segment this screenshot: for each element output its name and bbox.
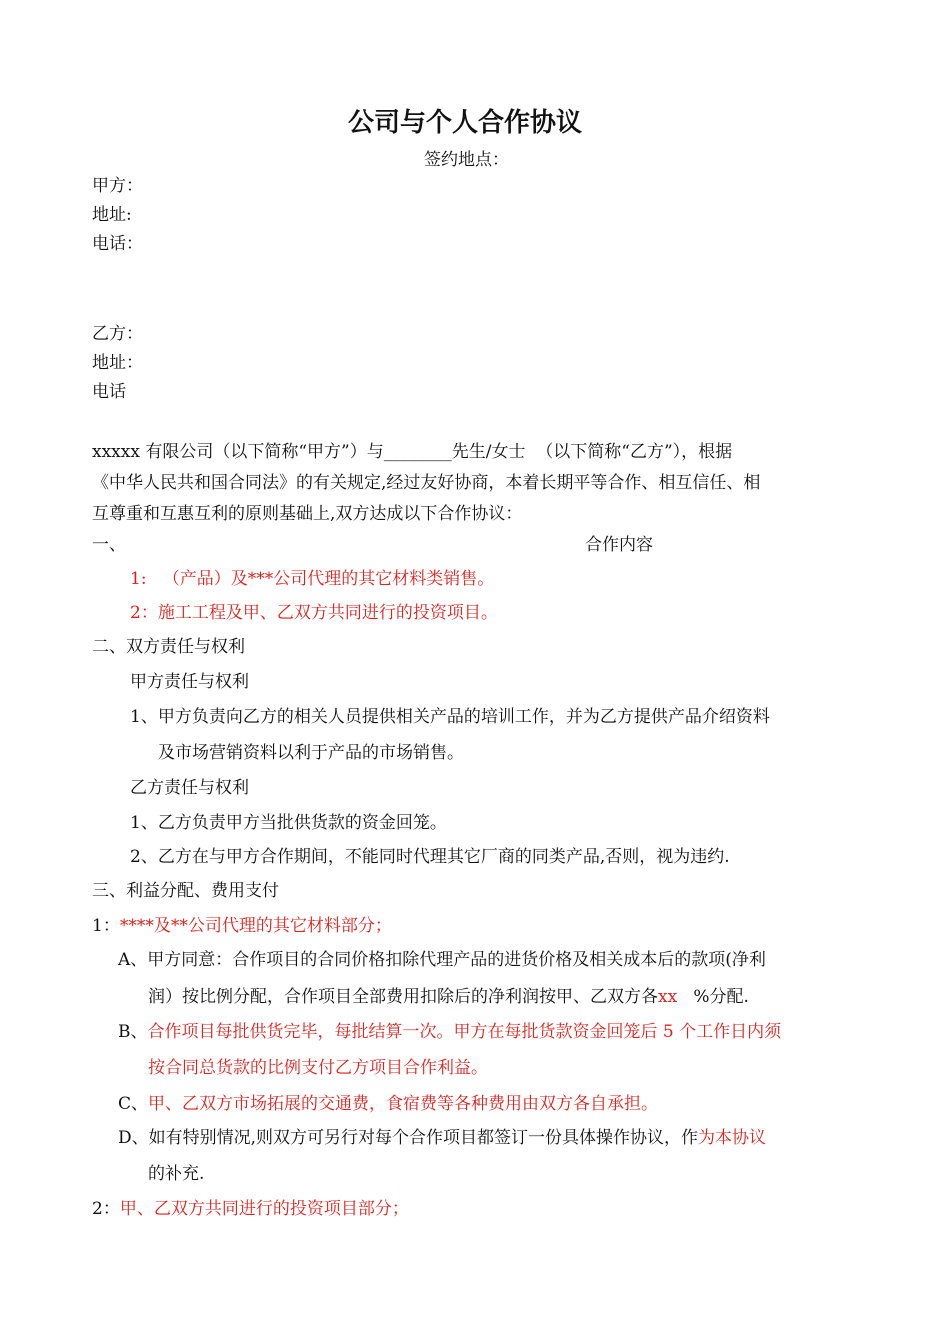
clause-a-line-2	[148, 986, 749, 1008]
clause-c-line-1	[118, 1093, 658, 1115]
party-b-label: 乙方：	[92, 324, 143, 344]
party-b-address-label: 地址：	[92, 353, 143, 373]
section-1-item-2: 2：施工工程及甲、乙双方共同进行的投资项目。	[130, 603, 498, 623]
section-1-number: 一、	[92, 535, 126, 555]
clause-c-prefix: C、	[118, 1094, 149, 1114]
party-a-label: 甲方：	[92, 176, 143, 196]
party-b-duty-2: 2、乙方在与甲方合作期间，不能同时代理其它厂商的同类产品,否则，视为违约.	[130, 847, 730, 867]
party-a-address-label: 地址:	[92, 205, 132, 225]
part-2-text: 甲、乙双方共同进行的投资项目部分；	[119, 1199, 409, 1219]
part-1-prefix: 1：	[92, 916, 120, 936]
clause-a-line-2-text: 润）按比例分配，合作项目全部费用扣除后的净利润按甲、乙双方各	[148, 987, 658, 1007]
clause-b-line-1	[118, 1021, 781, 1043]
clause-b-line-2: 按合同总货款的比例支付乙方项目合作利益。	[148, 1058, 488, 1078]
party-b-duty-1: 1、乙方负责甲方当批供货款的资金回笼。	[130, 813, 447, 833]
section-3-part-2	[92, 1198, 409, 1220]
intro-line-3: 互尊重和互惠互利的原则基础上,双方达成以下合作协议：	[92, 504, 523, 524]
section-1-item-1: 1: （产品）及***公司代理的其它材料类销售。	[130, 569, 495, 589]
document-title: 公司与个人合作协议	[348, 108, 583, 138]
clause-c-text: 甲、乙双方市场拓展的交通费，食宿费等各种费用由双方各自承担。	[148, 1094, 659, 1114]
party-a-duty-1-line-2: 及市场营销资料以利于产品的市场销售。	[158, 743, 464, 763]
part-1-text: ****及**公司代理的其它材料部分；	[119, 916, 392, 936]
party-a-duties-heading: 甲方责任与权利	[130, 672, 249, 692]
section-3-part-1	[92, 915, 392, 937]
clause-d-line-1	[118, 1127, 766, 1149]
clause-d-highlight: 为本协议	[698, 1128, 767, 1148]
clause-a-line-2-end: %分配.	[677, 987, 749, 1007]
intro-line-2: 《中华人民共和国合同法》的有关规定,经过友好协商，本着长期平等合作、相互信任、相	[92, 473, 761, 493]
section-3-heading: 三、利益分配、费用支付	[92, 881, 279, 901]
party-b-duties-heading: 乙方责任与权利	[130, 778, 249, 798]
party-a-phone-label: 电话：	[92, 234, 143, 254]
clause-b-prefix: B、	[118, 1022, 148, 1042]
party-b-phone-label: 电话	[92, 382, 126, 402]
clause-a-line-1: A、甲方同意：合作项目的合同价格扣除代理产品的进货价格及相关成本后的款项(净利	[118, 950, 766, 970]
clause-b-text: 合作项目每批供货完毕，每批结算一次。甲方在每批货款资金回笼后 5 个工作日内须	[147, 1022, 782, 1042]
clause-a-ratio: xx	[658, 987, 678, 1007]
part-2-prefix: 2：	[92, 1199, 120, 1219]
sign-place-label: 签约地点：	[424, 150, 509, 170]
section-1-heading: 合作内容	[585, 535, 653, 555]
party-a-duty-1-line-1: 1、甲方负责向乙方的相关人员提供相关产品的培训工作，并为乙方提供产品介绍资料	[130, 707, 770, 727]
clause-d-line-2: 的补充.	[148, 1164, 205, 1184]
intro-line-1: xxxxx 有限公司（以下简称“甲方”）与________先生/女士 （以下简称“乙方”），根据	[92, 442, 733, 462]
clause-d-text: D、如有特别情况,则双方可另行对每个合作项目都签订一份具体操作协议，作	[118, 1128, 699, 1148]
section-2-heading: 二、双方责任与权利	[92, 637, 245, 657]
